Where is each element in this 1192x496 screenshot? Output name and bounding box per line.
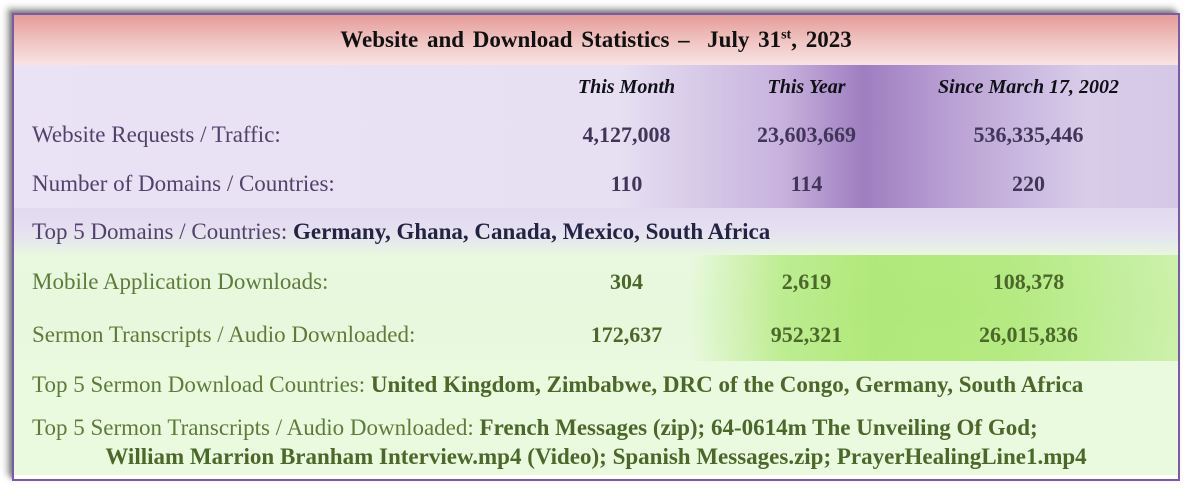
table-row-top5-domains (14, 208, 1178, 255)
row-label: Sermon Transcripts / Audio Downloaded: (32, 321, 416, 347)
page-title-prefix: Website and Download Statistics – July 31 (340, 27, 782, 52)
top5-domains-value: Germany, Ghana, Canada, Mexico, South Africa (292, 218, 771, 244)
table-row-website-requests (14, 110, 1178, 159)
column-header-this-year: This Year (767, 76, 846, 98)
top5-sermon-countries-line (14, 372, 1083, 398)
top5-sermon-files-value-line2: William Marrion Branham Interview.mp4 (Video); Spanish Messages.zip; PrayerHealingLine1.mp4 (105, 443, 1087, 469)
value-this-year: 952,321 (770, 321, 843, 347)
top5-domains-label: Top 5 Domains / Countries: (32, 218, 293, 244)
column-header-since-2002: Since March 17, 2002 (937, 76, 1120, 98)
top5-sermon-files-line1 (14, 415, 1178, 441)
value-since-2002: 108,378 (992, 268, 1065, 294)
table-row-number-of-domains (14, 159, 1178, 208)
top5-sermon-countries-value: United Kingdom, Zimbabwe, DRC of the Congo, Germany, South Africa (370, 372, 1084, 397)
page-title-superscript: st (781, 27, 792, 43)
top5-domains-line (14, 219, 770, 245)
value-this-year: 2,619 (781, 268, 832, 294)
table-row-top5-sermon-countries (14, 361, 1178, 409)
row-label: Number of Domains / Countries: (32, 170, 335, 196)
top5-sermon-countries-label: Top 5 Sermon Download Countries: (32, 372, 371, 397)
page-title-suffix: , 2023 (791, 27, 852, 52)
value-this-year: 23,603,669 (757, 121, 856, 147)
value-this-month: 172,637 (590, 321, 663, 347)
table-row-mobile-downloads (14, 255, 1178, 308)
title-bar (14, 15, 1178, 65)
value-this-month: 110 (610, 170, 643, 196)
row-label: Mobile Application Downloads: (32, 268, 329, 294)
top5-sermon-files-value-line1: French Messages (zip); 64-0614m The Unveiling Of God; (479, 414, 1038, 440)
top5-sermon-files-label: Top 5 Sermon Transcripts / Audio Downloaded: (32, 414, 480, 440)
website-stats-section (14, 65, 1178, 208)
statistics-card (12, 13, 1180, 481)
column-header-row (14, 65, 1178, 110)
value-this-month: 304 (610, 268, 643, 294)
value-since-2002: 220 (1012, 170, 1045, 196)
value-this-month: 4,127,008 (582, 121, 671, 147)
table-row-top5-sermon-files (14, 409, 1178, 475)
row-label: Website Requests / Traffic: (32, 121, 281, 147)
downloads-stats-section (14, 255, 1178, 361)
table-row-sermon-downloads (14, 308, 1178, 361)
value-this-year: 114 (790, 170, 823, 196)
value-since-2002: 26,015,836 (979, 321, 1078, 347)
column-header-this-month: This Month (577, 76, 676, 98)
value-since-2002: 536,335,446 (973, 121, 1084, 147)
page-title (340, 27, 851, 53)
